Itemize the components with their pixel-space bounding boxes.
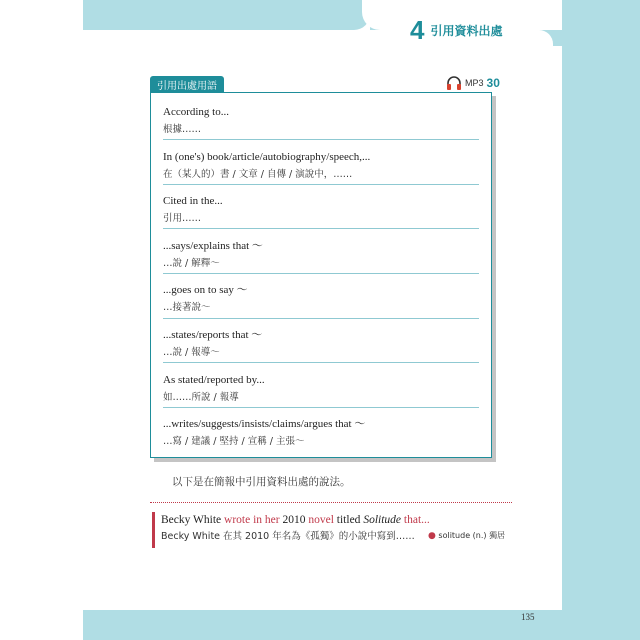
chapter-title: 引用資料出處 <box>430 23 503 38</box>
teal-background-right <box>562 0 640 640</box>
phrase-chinese: 在（某人的）書 / 文章 / 自傳 / 演說中，…… <box>163 169 353 180</box>
phrase-chinese: …說 / 報導～ <box>163 347 220 358</box>
phrase-item <box>163 417 479 448</box>
intro-text: 以下是在簡報中引用資料出處的說法。 <box>172 476 351 488</box>
phrase-english: ...says/explains that ～ <box>163 240 263 252</box>
divider <box>163 228 479 229</box>
phrase-english: ...writes/suggests/insists/claims/argues that ～ <box>163 418 366 430</box>
example-part-italic: Solitude <box>363 514 402 526</box>
phrase-chinese: 引用…… <box>163 213 202 224</box>
phrase-english: ...goes on to say ～ <box>163 284 248 296</box>
page-number: 135 <box>521 612 535 622</box>
divider <box>163 407 479 408</box>
phrase-english: ...states/reports that ～ <box>163 329 263 341</box>
teal-background-bottom <box>83 610 640 640</box>
phrase-item <box>163 328 479 359</box>
divider <box>163 273 479 274</box>
example-part: 2010 <box>279 514 309 526</box>
phrase-item <box>163 105 479 136</box>
phrase-box-tab: 引用出處用語 <box>150 76 224 93</box>
dotted-divider <box>150 502 512 503</box>
phrase-english: According to... <box>163 106 229 118</box>
phrase-box <box>150 92 492 458</box>
phrase-item <box>163 150 479 181</box>
phrase-chinese: …寫 / 建議 / 堅持 / 宣稱 / 主張～ <box>163 436 305 447</box>
divider <box>163 184 479 185</box>
divider <box>163 139 479 140</box>
phrase-chinese: …說 / 解釋～ <box>163 258 220 269</box>
example-chinese: Becky White 在其 2010 年名為《孤獨》的小說中寫到…… <box>161 531 415 542</box>
chapter-heading <box>410 14 502 46</box>
audio-label: MP3 <box>465 78 484 88</box>
example-part: Becky White <box>161 514 225 526</box>
phrase-chinese: …接著說～ <box>163 302 211 313</box>
example-part-highlight: novel <box>308 514 334 526</box>
phrase-item <box>163 283 479 314</box>
phrase-item <box>163 194 479 225</box>
vocab-text: solitude (n.) 獨居 <box>438 531 506 540</box>
phrase-item <box>163 239 479 270</box>
phrase-english: As stated/reported by... <box>163 374 265 386</box>
audio-track-indicator[interactable] <box>446 74 500 92</box>
example-part-highlight: wrote in her <box>224 514 280 526</box>
bullet-icon: ● <box>428 531 436 541</box>
audio-track-number: 30 <box>486 76 500 90</box>
phrase-item <box>163 373 479 404</box>
vocab-note <box>428 530 505 541</box>
divider <box>163 318 479 319</box>
phrase-chinese: 如……所說 / 報導 <box>163 392 239 403</box>
phrase-chinese: 根據…… <box>163 124 202 135</box>
example-english <box>161 512 523 529</box>
example-part: titled <box>333 514 364 526</box>
chapter-number: 4 <box>410 15 425 45</box>
example-part-highlight: that... <box>401 514 430 526</box>
phrase-english: In (one's) book/article/autobiography/speech,... <box>163 151 371 163</box>
divider <box>163 362 479 363</box>
phrase-english: Cited in the... <box>163 195 223 207</box>
headphones-icon <box>446 76 462 90</box>
